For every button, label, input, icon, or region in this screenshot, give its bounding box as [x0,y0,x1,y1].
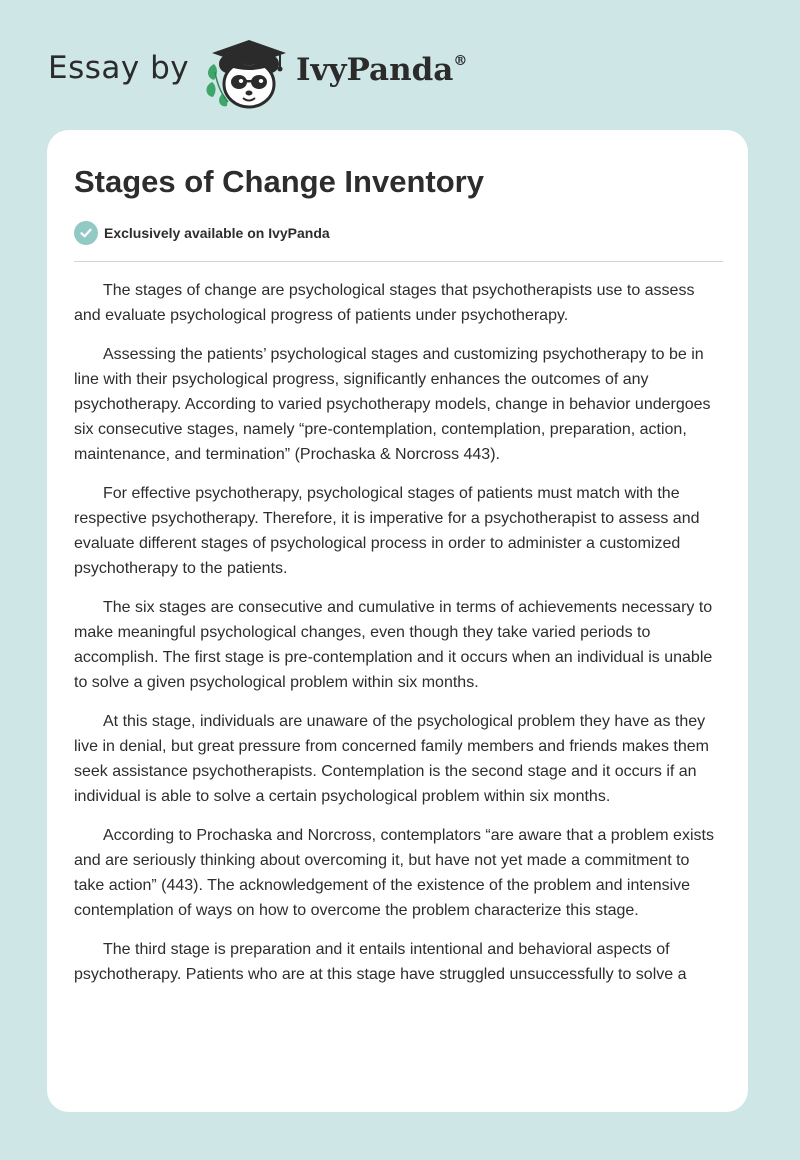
panda-graduate-icon[interactable] [200,34,292,112]
paragraph: The stages of change are psychological stages that psychotherapists use to assess and evaluate psychological progress of patients under psychotherapy. [74,282,695,324]
exclusive-label: Exclusively available on IvyPanda [104,225,330,241]
exclusive-badge [74,221,330,245]
paragraph: For effective psychotherapy, psychological stages of patients must match with the respective psychotherapy. Therefore, it is imperative for a psychotherapist to assess and evaluate different stages of psychological process in order to administer a customized psychotherapy to the patients. [74,485,700,577]
paragraph: According to Prochaska and Norcross, contemplators “are aware that a problem exists and are seriously thinking about overcoming it, but have not yet made a commitment to take action” (443). The acknowledgement of the existence of the problem and intensive contemplation of ways on how to overcome the problem characterize this stage. [74,827,714,919]
registered-mark: ® [453,52,468,69]
brand-label[interactable]: IvyPanda [296,52,454,88]
brand-name[interactable] [296,52,467,88]
page-title: Stages of Change Inventory [74,164,484,199]
check-icon [74,221,98,245]
paragraph: Assessing the patients’ psychological stages and customizing psychotherapy to be in line with their psychological progress, significantly enhances the outcomes of any psychotherapy. According to varied psychotherapy models, change in behavior undergoes six consecutive stages, namely “pre-contemplation, contemplation, preparation, action, maintenance, and termination” (Prochaska & Norcross 443). [74,346,711,463]
site-header [0,0,800,120]
paragraph: The six stages are consecutive and cumulative in terms of achievements necessary to make meaningful psychological changes, even though they take varied periods to accomplish. The first stage is pre-contemplation and it occurs when an individual is unable to solve a given psychological problem within six months. [74,599,713,691]
paragraph: At this stage, individuals are unaware of the psychological problem they have as they live in denial, but great pressure from concerned family members and friends makes them seek assistance psychotherapists. Contemplation is the second stage and it occurs if an individual is able to solve a certain psychological problem within six months. [74,713,709,805]
essay-body [74,278,724,1001]
essay-by-label: Essay by [48,50,190,86]
divider [74,261,723,262]
essay-card [47,130,748,1112]
paragraph: The third stage is preparation and it entails intentional and behavioral aspects of psychotherapy. Patients who are at this stage have struggled unsuccessfully to solve a [74,941,687,983]
